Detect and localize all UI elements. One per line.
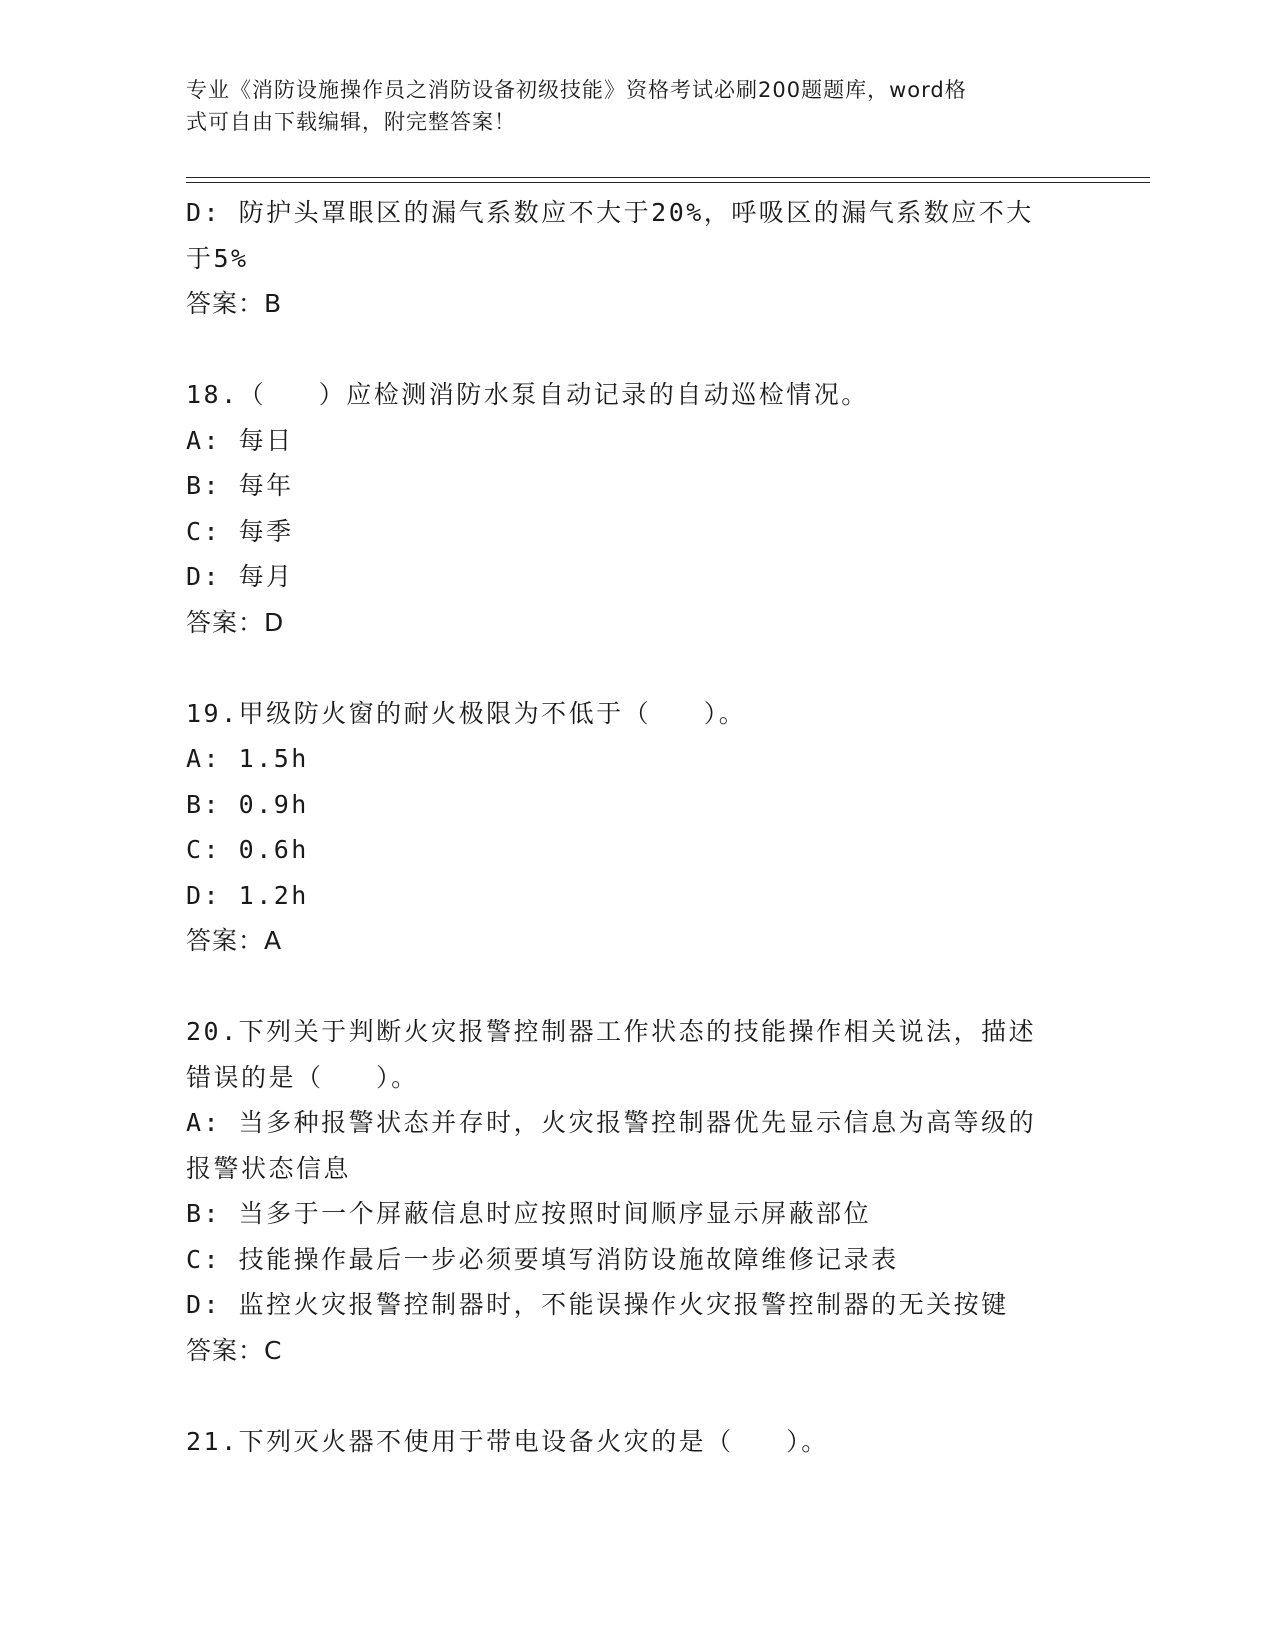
option-a: A: 1.5h xyxy=(186,744,309,773)
header-divider-bottom xyxy=(186,182,1150,183)
prev-question-continuation xyxy=(186,190,1086,327)
answer: 答案：C xyxy=(186,1335,283,1365)
question-20 xyxy=(186,1009,1086,1373)
option-c: C: 0.6h xyxy=(186,835,309,864)
option-b: B: 每年 xyxy=(186,471,294,500)
option-d-line-2: 于5% xyxy=(186,243,249,273)
option-c: C: 技能操作最后一步必须要填写消防设施故障维修记录表 xyxy=(186,1244,899,1274)
spacer xyxy=(186,645,1086,691)
option-d-line-1: D: 防护头罩眼区的漏气系数应不大于20%，呼吸区的漏气系数应不大 xyxy=(186,198,1034,227)
question-stem: 19.甲级防火窗的耐火极限为不低于（ ）。 xyxy=(186,698,747,728)
answer: 答案：A xyxy=(186,926,283,955)
answer: 答案：B xyxy=(186,289,283,318)
option-c: C: 每季 xyxy=(186,516,294,546)
question-list xyxy=(186,190,1086,1464)
header-line-2: 式可自由下载编辑，附完整答案！ xyxy=(186,110,516,134)
spacer xyxy=(186,327,1086,373)
answer: 答案：D xyxy=(186,607,285,637)
question-stem-line-1: 20.下列关于判断火灾报警控制器工作状态的技能操作相关说法，描述 xyxy=(186,1017,1037,1046)
option-d: D: 监控火灾报警控制器时，不能误操作火灾报警控制器的无关按键 xyxy=(186,1290,1009,1319)
question-stem: 21.下列灭火器不使用于带电设备火灾的是（ ）。 xyxy=(186,1426,829,1456)
question-18 xyxy=(186,372,1086,645)
spacer xyxy=(186,1373,1086,1419)
option-b: B: 0.9h xyxy=(186,789,309,819)
option-a-line-2: 报警状态信息 xyxy=(186,1153,352,1183)
question-stem: 18.（ ）应检测消防水泵自动记录的自动巡检情况。 xyxy=(186,380,869,409)
option-a: A: 每日 xyxy=(186,425,294,455)
header-divider-top xyxy=(186,177,1150,178)
option-d: D: 每月 xyxy=(186,562,294,591)
question-19 xyxy=(186,691,1086,964)
option-a-line-1: A: 当多种报警状态并存时，火灾报警控制器优先显示信息为高等级的 xyxy=(186,1108,1037,1137)
option-b: B: 当多于一个屏蔽信息时应按照时间顺序显示屏蔽部位 xyxy=(186,1199,872,1228)
question-stem-line-2: 错误的是（ ）。 xyxy=(186,1062,419,1092)
question-21 xyxy=(186,1419,1086,1465)
option-d: D: 1.2h xyxy=(186,880,309,910)
header-line-1: 专业《消防设施操作员之消防设备初级技能》资格考试必刷200题题库，word格 xyxy=(186,78,967,102)
document-header xyxy=(186,74,1066,138)
spacer xyxy=(186,964,1086,1010)
